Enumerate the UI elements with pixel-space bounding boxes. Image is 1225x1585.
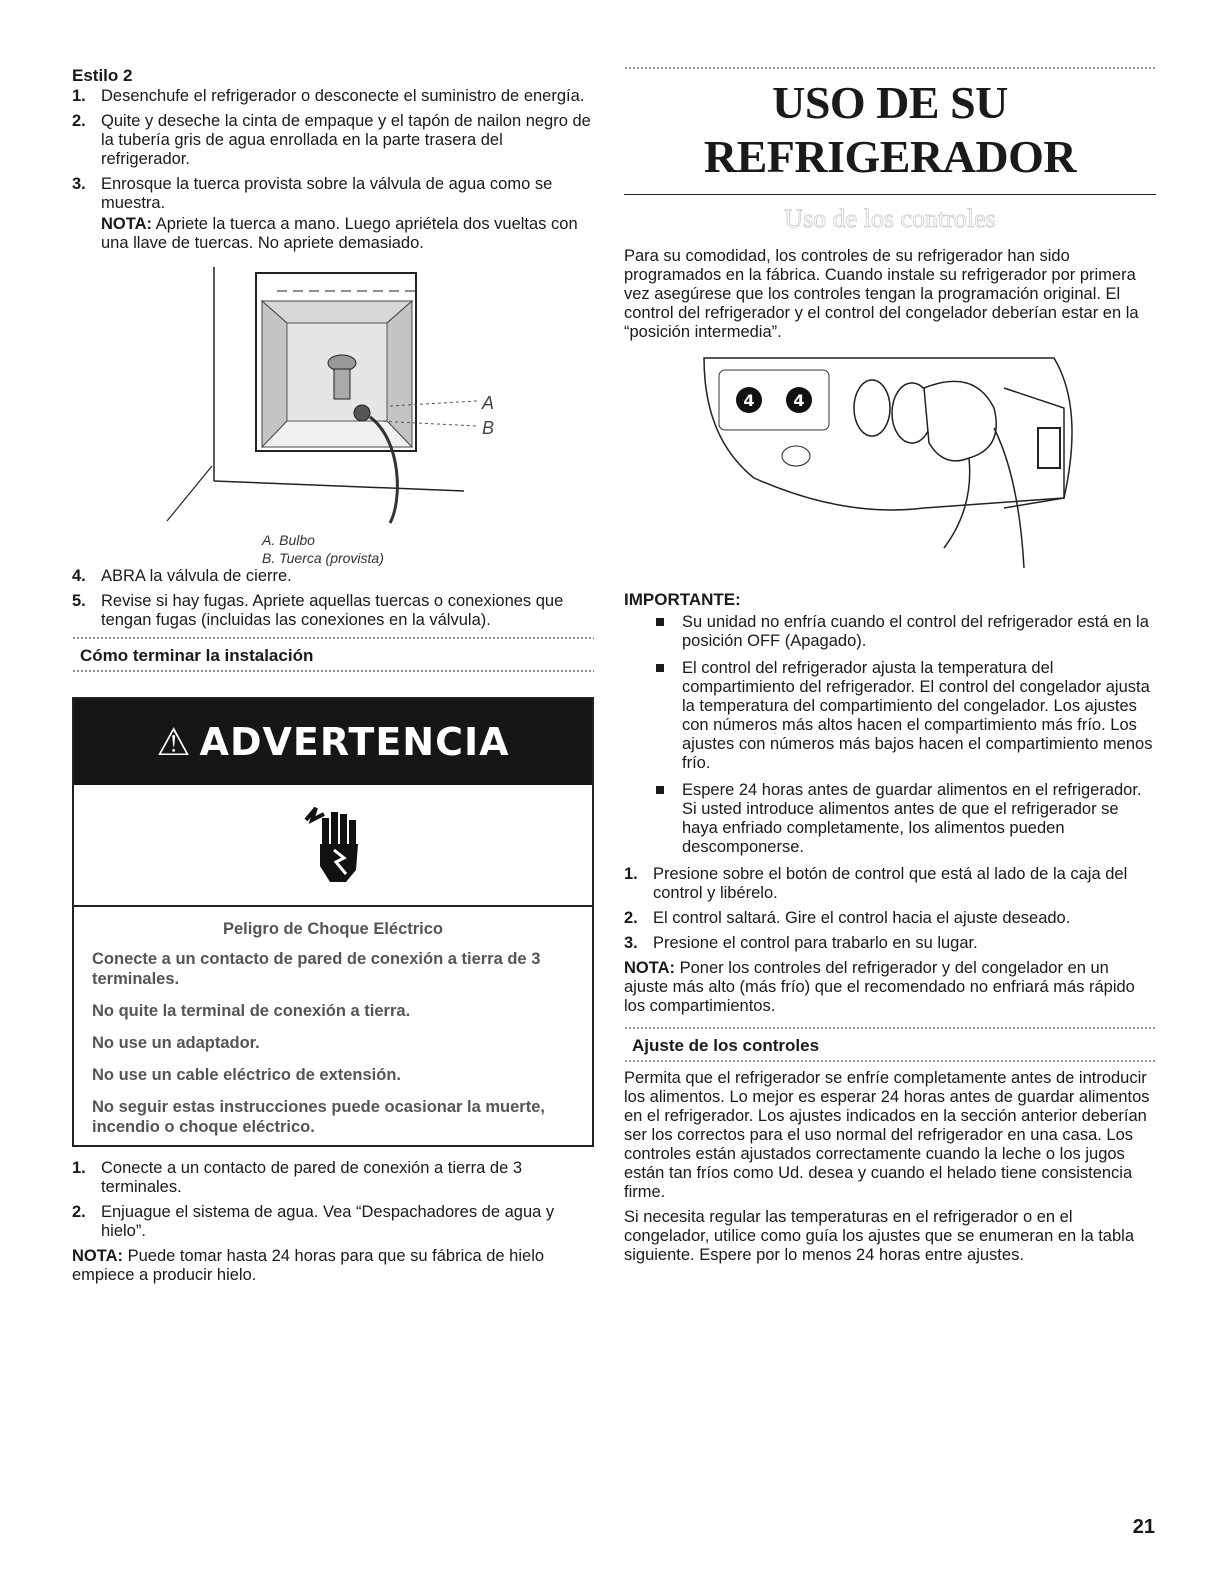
warning-line: No quite la terminal de conexión a tierra.: [92, 1002, 411, 1020]
list-item: Su unidad no enfría cuando el control del refrigerador está en la posición OFF (Apagado).: [624, 613, 1156, 651]
callout-b: B: [482, 418, 495, 438]
intro-paragraph: Para su comodidad, los controles de su refrigerador han sido programados en la fábrica. Cuando instale su refrigerador por primera vez asegúrese que los controles tengan la programación original. El control del refrigerador y el control del congelador deberían estar en la “posición intermedia”.: [624, 247, 1139, 341]
list-item: [72, 592, 594, 630]
section-title: Ajuste de los controles: [632, 1036, 820, 1055]
step-number: 1.: [624, 865, 638, 883]
electric-shock-icon: [74, 785, 592, 907]
list-item: [624, 934, 1156, 953]
step-number: 5.: [72, 592, 86, 610]
step-text: Enjuague el sistema de agua. Vea “Despachadores de agua y hielo”.: [101, 1203, 555, 1240]
list-item: [72, 1203, 594, 1241]
divider: [624, 1059, 1156, 1063]
callout-a: A: [482, 393, 495, 413]
step-number: 2.: [72, 112, 86, 130]
note: [72, 1247, 594, 1285]
steps-list-c: [72, 1159, 594, 1241]
controls-figure: [624, 348, 1156, 588]
figure-caption-b: B. Tuerca (provista): [262, 550, 384, 566]
note-label: NOTA:: [72, 1247, 124, 1265]
step-text: Enrosque la tuerca provista sobre la válvula de agua como se muestra.: [101, 175, 553, 212]
list-item: [72, 1159, 594, 1197]
adjust-paragraph: Permita que el refrigerador se enfríe completamente antes de introducir los alimentos. Lo mejor es esperar 24 horas antes de guardar alimentos en el refrigerador. Los ajustes indicados en la sección anterior deberían ser los correctos para el uso normal del refrigerador en una casa. Los controles están ajustados correctamente cuando la leche o los jugos están tan fríos como Ud. desea y cuando el helado tiene consistencia firme.: [624, 1069, 1150, 1201]
list-item: [72, 567, 594, 586]
step-number: 1.: [72, 1159, 86, 1177]
list-item: [72, 112, 594, 169]
left-column: [72, 66, 594, 1285]
style-heading: Estilo 2: [72, 66, 133, 85]
note-text: Apriete la tuerca a mano. Luego apriétela dos vueltas con una llave de tuercas. No apriete demasiado.: [101, 215, 578, 252]
steps-list-b: [72, 567, 594, 630]
step-number: 2.: [624, 909, 638, 927]
warning-triangle-icon: ⚠: [156, 719, 192, 764]
divider: [624, 66, 1156, 70]
warning-line: No use un cable eléctrico de extensión.: [92, 1066, 402, 1084]
step-text: Quite y deseche la cinta de empaque y el tapón de nailon negro de la tubería gris de agua enrollada en la parte trasera del refrigerador.: [101, 112, 591, 168]
step-text: Revise si hay fugas. Apriete aquellas tuercas o conexiones que tengan fugas (incluidas las conexiones en la válvula).: [101, 592, 564, 629]
note-label: NOTA:: [101, 215, 153, 233]
step-number: 2.: [72, 1203, 86, 1221]
step-text: Presione el control para trabarlo en su lugar.: [653, 934, 978, 952]
list-item: El control del refrigerador ajusta la temperatura del compartimiento del refrigerador. El control del congelador ajusta la temperatura del compartimiento del congelador. Los ajustes con números más altos hacen el compartimiento más frío. Los ajustes con números más bajos hacen el compartimiento menos frío.: [624, 659, 1156, 773]
section-title: Cómo terminar la instalación: [80, 646, 314, 665]
step-number: 3.: [72, 175, 86, 193]
step-number: 4.: [72, 567, 86, 585]
warning-title: ADVERTENCIA: [199, 719, 510, 764]
list-item: [72, 175, 594, 253]
note: [624, 959, 1156, 1016]
divider: [72, 669, 594, 673]
step-number: 3.: [624, 934, 638, 952]
warning-line: No seguir estas instrucciones puede ocasionar la muerte, incendio o choque eléctrico.: [92, 1098, 545, 1136]
note: [101, 215, 594, 253]
steps-list-right: [624, 865, 1156, 953]
note-text: Poner los controles del refrigerador y del congelador en un ajuste más alto (más frío) que el recomendado no enfriará más rápido los compartimientos.: [624, 959, 1135, 1015]
valve-figure: [72, 261, 594, 566]
note-text: Puede tomar hasta 24 horas para que su fábrica de hielo empiece a producir hielo.: [72, 1247, 545, 1284]
freezer-dial-value: 4: [743, 391, 755, 410]
page-number: 21: [1132, 1516, 1155, 1538]
page-title: USO DE SU REFRIGERADOR: [703, 77, 1077, 182]
note-label: NOTA:: [624, 959, 676, 977]
step-text: Conecte a un contacto de pared de conexión a tierra de 3 terminales.: [101, 1159, 523, 1196]
warning-box: [72, 697, 594, 1147]
step-text: El control saltará. Gire el control hacia el ajuste deseado.: [653, 909, 1071, 927]
control-panel-illustration: [624, 348, 1156, 588]
step-text: Presione sobre el botón de control que está al lado de la caja del control y libérelo.: [653, 865, 1128, 902]
valve-illustration: [72, 261, 594, 526]
warning-line: Conecte a un contacto de pared de conexión a tierra de 3 terminales.: [92, 950, 541, 988]
hazard-title: Peligro de Choque Eléctrico: [222, 920, 444, 938]
adjust-paragraph: Si necesita regular las temperaturas en el refrigerador o en el congelador, utilice como guía los ajustes que se enumeran en la tabla siguiente. Espere por lo menos 24 horas entre ajustes.: [624, 1208, 1134, 1264]
title-rule: [624, 194, 1156, 195]
important-label: IMPORTANTE:: [624, 590, 741, 609]
list-item: [624, 909, 1156, 928]
right-column: [624, 66, 1156, 1271]
figure-caption-a: A. Bulbo: [262, 532, 315, 548]
step-number: 1.: [72, 87, 86, 105]
steps-list-a: [72, 87, 594, 253]
warning-line: No use un adaptador.: [92, 1034, 260, 1052]
list-item: Espere 24 horas antes de guardar alimentos en el refrigerador. Si usted introduce alimentos antes de que el refrigerador se haya enfriado completamente, los alimentos pueden descomponerse.: [624, 781, 1156, 857]
list-item: [72, 87, 594, 106]
warning-body: [74, 907, 592, 1145]
step-text: Desenchufe el refrigerador o desconecte el suministro de energía.: [101, 87, 585, 105]
fridge-dial-value: 4: [793, 391, 805, 410]
list-item: [624, 865, 1156, 903]
step-text: ABRA la válvula de cierre.: [101, 567, 292, 585]
warning-header: [74, 699, 592, 785]
important-list: [624, 613, 1156, 857]
faded-heading: Uso de los controles: [784, 204, 996, 233]
